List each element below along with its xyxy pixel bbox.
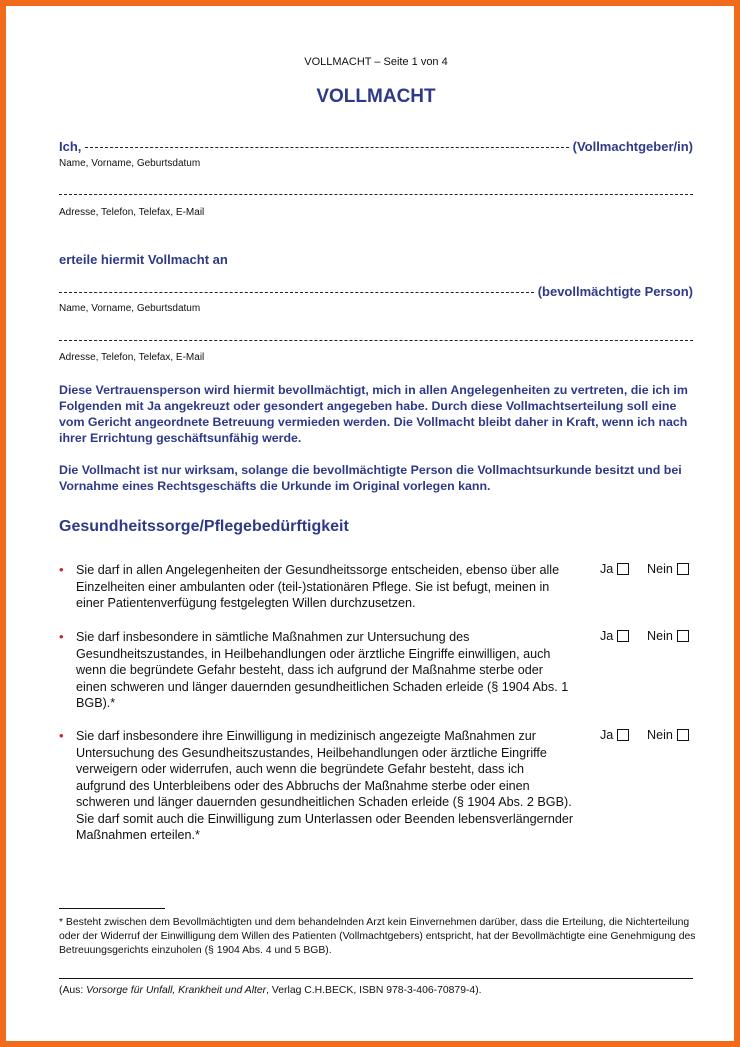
footnote-divider xyxy=(59,908,165,909)
health-item-1-text: Sie darf in allen Angelegenheiten der Gesundheitssorge entscheiden, ebenso über alle Einzelheiten einer ambulanten oder (teil-)stationären Pflege. Sie ist befugt, meinen in einer Patientenverfügung festgelegten Willen durchzusetzen. xyxy=(76,563,560,610)
grantor-name-caption: Name, Vorname, Geburtsdatum xyxy=(59,158,201,169)
document-title: VOLLMACHT xyxy=(316,86,436,107)
attorney-address-caption: Adresse, Telefon, Telefax, E-Mail xyxy=(59,352,205,363)
health-item-1-yes[interactable] xyxy=(600,562,629,576)
source-prefix: (Aus: xyxy=(59,985,87,996)
yes-label: Ja xyxy=(600,629,614,643)
health-item-1-no[interactable] xyxy=(647,562,689,576)
grantor-address-line[interactable] xyxy=(59,194,693,195)
checkbox-icon[interactable] xyxy=(617,729,629,741)
authorization-paragraph: Diese Vertrauensperson wird hiermit bevollmächtigt, mich in allen Angelegenheiten zu vertreten, die ich im Folgenden mit Ja angekreuzt oder gesondert angegeben habe. Durch diese Vollmachtserteilung soll eine vom Gericht angeordnete Betreuung vermieden werden. Die Vollmacht bleibt daher in Kraft, wenn ich nach ihrer Errichtung geschäftsunfähig werde. xyxy=(59,383,688,445)
health-item-3-text: Sie darf insbesondere ihre Einwilligung in medizinisch angezeigte Maßnahmen zur Untersuchung des Gesundheitszustandes, Heilbehandlungen oder ärztliche Eingriffe verweigern oder widerrufen, auch wenn die begründete Gefahr besteht, dass ich aufgrund des Unterbleibens oder des Abbruchs der Maßnahme sterbe oder einen schweren und länger dauernden gesundheitlichen Schaden erleide (§ 1904 Abs. 2 BGB). Sie darf somit auch die Einwilligung zum Unterlassen oder Beenden lebensverlängernder Maßnahmen erteilen.* xyxy=(76,729,574,842)
checkbox-icon[interactable] xyxy=(617,563,629,575)
checkbox-icon[interactable] xyxy=(617,630,629,642)
grant-text: erteile hiermit Vollmacht an xyxy=(59,252,228,267)
grantor-suffix: (Vollmachtgeber/in) xyxy=(572,139,693,154)
no-label: Nein xyxy=(647,629,673,643)
source-divider xyxy=(59,978,693,979)
grantor-prefix: Ich, xyxy=(59,139,82,154)
health-item-2-yes[interactable] xyxy=(600,629,629,643)
yes-label: Ja xyxy=(600,728,614,742)
yes-label: Ja xyxy=(600,562,614,576)
no-label: Nein xyxy=(647,562,673,576)
footnote: * Besteht zwischen dem Bevollmächtigten und dem behandelnden Arzt kein Einvernehmen darüber, dass die Erteilung, die Nichterteilung oder der Widerruf der Einwilligung dem Willen des Patienten (Vollmachtgebers) entspricht, hat der Bevollmächtigte eine Genehmigung des Betreuungsgerichts einzuholen (§ 1904 Abs. 4 und 5 BGB). xyxy=(59,917,696,956)
attorney-name-caption: Name, Vorname, Geburtsdatum xyxy=(59,303,201,314)
attorney-suffix: (bevollmächtigte Person) xyxy=(537,284,693,299)
attorney-name-line[interactable] xyxy=(59,292,534,293)
health-item-2-text: Sie darf insbesondere in sämtliche Maßnahmen zur Untersuchung des Gesundheitszustandes, in Heilbehandlungen oder ärztliche Eingriffe einwilligen, auch wenn die begründete Gefahr besteht, dass ich aufgrund der Maßnahme sterbe oder einen schweren und länger dauernden gesundheitlichen Schaden erleide (§ 1904 Abs. 1 BGB).* xyxy=(76,630,569,710)
attorney-name-field[interactable] xyxy=(59,284,693,299)
no-label: Nein xyxy=(647,728,673,742)
checkbox-icon[interactable] xyxy=(677,630,689,642)
bullet-icon: • xyxy=(59,728,64,743)
grantor-name-field[interactable] xyxy=(59,139,693,154)
bullet-icon: • xyxy=(59,629,64,644)
bullet-icon: • xyxy=(59,562,64,577)
section-title: Gesundheitssorge/Pflegebedürftigkeit xyxy=(59,518,349,535)
grantor-address-caption: Adresse, Telefon, Telefax, E-Mail xyxy=(59,207,205,218)
validity-paragraph: Die Vollmacht ist nur wirksam, solange die bevollmächtigte Person die Vollmachtsurkunde besitzt und bei Vornahme eines Rechtsgeschäfts die Urkunde im Original vorlegen kann. xyxy=(59,463,682,493)
health-item-3-no[interactable] xyxy=(647,728,689,742)
page-header: VOLLMACHT – Seite 1 von 4 xyxy=(304,56,448,68)
source-citation xyxy=(59,985,482,996)
source-book-title: Vorsorge für Unfall, Krankheit und Alter xyxy=(86,985,267,996)
checkbox-icon[interactable] xyxy=(677,563,689,575)
attorney-address-line[interactable] xyxy=(59,340,693,341)
health-item-2-no[interactable] xyxy=(647,629,689,643)
health-item-3-yes[interactable] xyxy=(600,728,629,742)
grantor-name-line[interactable] xyxy=(85,147,568,148)
source-suffix: , Verlag C.H.BECK, ISBN 978-3-406-70879-4). xyxy=(266,985,482,996)
checkbox-icon[interactable] xyxy=(677,729,689,741)
